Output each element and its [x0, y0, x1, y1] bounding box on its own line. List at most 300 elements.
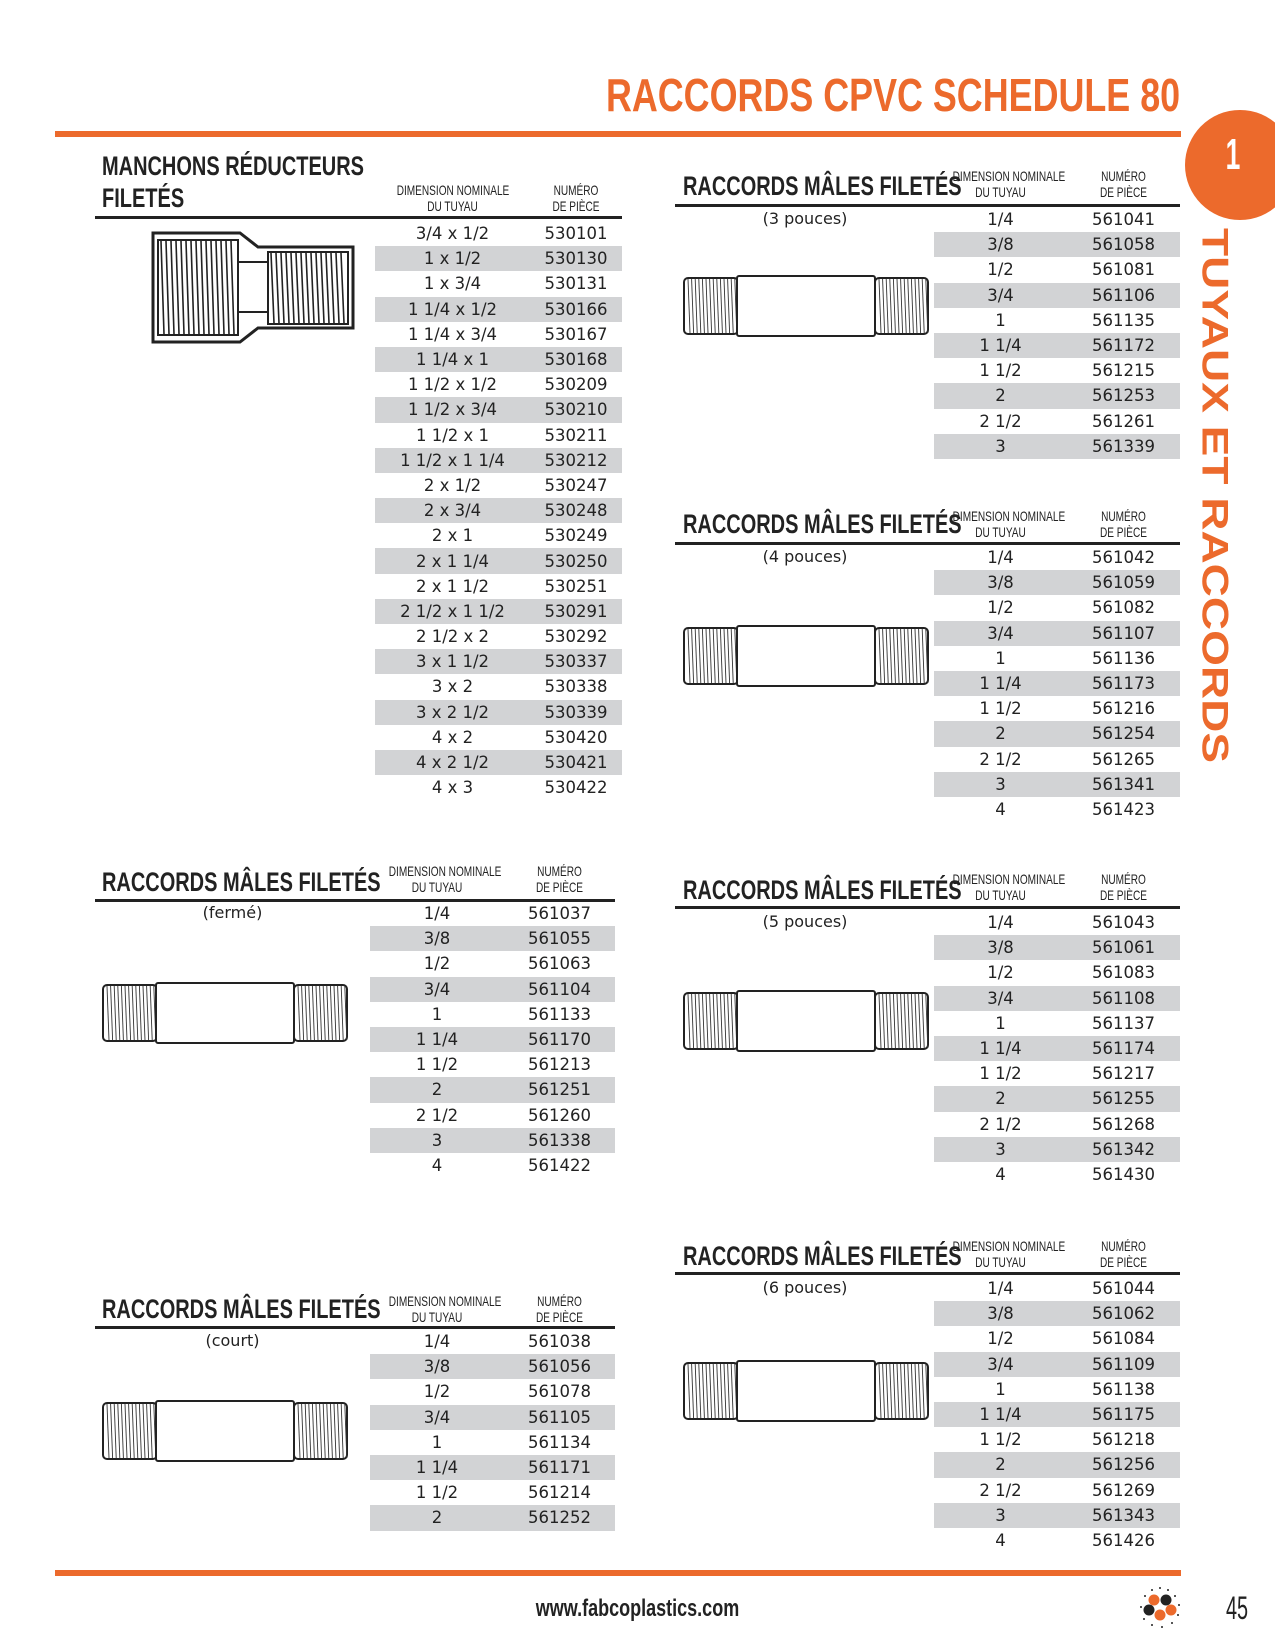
dimension-cell: 4 x 3	[431, 778, 474, 798]
part-number-cell: 561338	[528, 1130, 591, 1150]
part-number-cell: 561215	[1092, 361, 1155, 381]
dimension-cell: 3	[995, 1139, 1006, 1159]
part-number-cell: 561041	[1092, 210, 1155, 230]
table-row	[375, 624, 622, 649]
table-row	[934, 358, 1180, 383]
column-header-part	[1083, 1238, 1164, 1270]
dimension-cell: 1/2	[423, 954, 451, 974]
part-number-cell: 561105	[528, 1407, 591, 1427]
dimension-cell: 1/2	[987, 963, 1014, 983]
table-row	[934, 1061, 1180, 1086]
footer-rule	[55, 1570, 1181, 1576]
dimension-cell: 1 1/2 x 1	[415, 425, 490, 445]
table-row	[934, 1452, 1180, 1477]
dimension-cell: 2	[995, 1455, 1006, 1475]
header-line: NUMÉRO	[1101, 168, 1146, 184]
dimension-cell: 3/4	[423, 979, 451, 999]
dimension-cell: 1 1/4 x 1	[415, 350, 490, 370]
parts-table	[934, 545, 1180, 822]
dimension-cell: 1/4	[423, 1332, 451, 1352]
part-number-cell: 561252	[528, 1508, 591, 1528]
part-number-cell: 561175	[1092, 1405, 1155, 1425]
part-number-cell: 561081	[1092, 260, 1155, 280]
header-line: DU TUYAU	[427, 198, 478, 214]
table-row	[370, 1002, 615, 1027]
parts-table	[934, 207, 1180, 459]
column-header-part	[1083, 168, 1164, 200]
part-number-cell: 561217	[1092, 1064, 1155, 1084]
part-number-cell: 530292	[544, 627, 608, 647]
section-title: RACCORDS MÂLES FILETÉS	[683, 509, 962, 539]
table-row	[934, 434, 1180, 459]
chapter-number: 1	[1225, 130, 1241, 179]
dimension-cell: 2 1/2	[979, 411, 1022, 431]
table-row	[375, 246, 622, 271]
dimension-cell: 4 x 2 1/2	[415, 753, 490, 773]
column-header-part	[543, 182, 609, 214]
table-row	[934, 1112, 1180, 1137]
dimension-cell: 1 1/4	[979, 1405, 1022, 1425]
dimension-cell: 3 x 2 1/2	[415, 702, 490, 722]
table-row	[934, 747, 1180, 772]
table-row	[370, 951, 615, 976]
table-row	[375, 725, 622, 750]
dimension-cell: 2 1/2	[415, 1105, 459, 1125]
part-number-cell: 561061	[1092, 938, 1155, 958]
dimension-cell: 2 x 1/2	[423, 475, 482, 495]
part-number-cell: 561341	[1092, 774, 1155, 794]
part-number-cell: 561109	[1092, 1354, 1155, 1374]
dimension-cell: 2	[431, 1508, 443, 1528]
dimension-cell: 2	[995, 724, 1006, 744]
header-line: DE PIÈCE	[1099, 887, 1148, 903]
part-number-cell: 530168	[544, 350, 608, 370]
dimension-cell: 3/8	[423, 1357, 451, 1377]
dimension-cell: 3/8	[987, 573, 1014, 593]
dimension-cell: 1/2	[987, 1329, 1014, 1349]
header-line: DIMENSION NOMINALE	[388, 863, 502, 879]
column-header-dimension	[388, 863, 502, 895]
table-row	[375, 221, 622, 246]
dimension-cell: 1 1/4 x 3/4	[407, 324, 498, 344]
part-number-cell: 561134	[528, 1432, 591, 1452]
table-row	[370, 1379, 615, 1404]
fabco-logo-icon	[1138, 1585, 1182, 1629]
part-number-cell: 530210	[544, 400, 608, 420]
column-header-dimension	[388, 1293, 502, 1325]
table-row	[370, 1027, 615, 1052]
section-title: RACCORDS MÂLES FILETÉS	[102, 867, 381, 897]
table-row	[934, 308, 1180, 333]
header-line: DE PIÈCE	[552, 198, 600, 214]
section-subtitle: (4 pouces)	[762, 547, 848, 566]
part-number-cell: 561254	[1092, 724, 1155, 744]
header-line: NUMÉRO	[1101, 871, 1146, 887]
dimension-cell: 2 x 1 1/2	[415, 576, 490, 596]
dimension-cell: 3	[995, 774, 1006, 794]
part-number-cell: 561104	[528, 979, 591, 999]
part-number-cell: 561430	[1092, 1164, 1155, 1184]
table-row	[375, 750, 622, 775]
dimension-cell: 1/4	[987, 1279, 1014, 1299]
header-line: NUMÉRO	[553, 182, 599, 198]
dimension-cell: 3	[431, 1130, 443, 1150]
part-number-cell: 530247	[544, 475, 608, 495]
part-number-cell: 561251	[528, 1080, 591, 1100]
table-row	[934, 595, 1180, 620]
section-subtitle: (3 pouces)	[762, 209, 848, 228]
dimension-cell: 1	[431, 1004, 443, 1024]
table-row	[934, 1162, 1180, 1187]
dimension-cell: 1	[995, 310, 1006, 330]
dimension-cell: 1	[995, 1379, 1006, 1399]
threaded-nipple-illustration-icon	[683, 275, 929, 341]
dimension-cell: 1/4	[987, 548, 1014, 568]
dimension-cell: 2 x 1	[431, 526, 474, 546]
dimension-cell: 3/4 x 1/2	[415, 224, 490, 244]
parts-table	[370, 901, 615, 1178]
part-number-cell: 561342	[1092, 1139, 1155, 1159]
part-number-cell: 561063	[528, 954, 591, 974]
dimension-cell: 1/4	[423, 904, 451, 924]
section-title: RACCORDS MÂLES FILETÉS	[683, 171, 962, 201]
header-line: DE PIÈCE	[535, 879, 584, 895]
table-row	[934, 910, 1180, 935]
part-number-cell: 530167	[544, 324, 608, 344]
dimension-cell: 1 1/2	[979, 361, 1022, 381]
part-number-cell: 530211	[544, 425, 608, 445]
dimension-cell: 2 1/2 x 1 1/2	[400, 601, 505, 621]
part-number-cell: 561269	[1092, 1480, 1155, 1500]
dimension-cell: 1 x 1/2	[423, 249, 482, 269]
part-number-cell: 561256	[1092, 1455, 1155, 1475]
part-number-cell: 561106	[1092, 285, 1155, 305]
dimension-cell: 4 x 2	[431, 727, 474, 747]
section-subtitle: (fermé)	[202, 903, 263, 922]
table-row	[370, 1153, 615, 1178]
dimension-cell: 2	[431, 1080, 443, 1100]
table-row	[934, 960, 1180, 985]
part-number-cell: 561138	[1092, 1379, 1155, 1399]
part-number-cell: 561218	[1092, 1430, 1155, 1450]
part-number-cell: 561255	[1092, 1089, 1155, 1109]
dimension-cell: 1/4	[987, 210, 1014, 230]
dimension-cell: 3/8	[423, 929, 451, 949]
part-number-cell: 561171	[528, 1458, 591, 1478]
table-row	[934, 1137, 1180, 1162]
header-line: DU TUYAU	[411, 1309, 463, 1325]
part-number-cell: 561136	[1092, 648, 1155, 668]
section-title: RACCORDS MÂLES FILETÉS	[683, 1241, 962, 1271]
dimension-cell: 2 1/2	[979, 1114, 1022, 1134]
header-rule	[55, 131, 1181, 137]
table-row	[934, 1011, 1180, 1036]
dimension-cell: 1 1/2 x 1 1/4	[400, 450, 505, 470]
parts-table	[375, 221, 622, 800]
part-number-cell: 561042	[1092, 548, 1155, 568]
part-number-cell: 561083	[1092, 963, 1155, 983]
dimension-cell: 1/2	[987, 260, 1014, 280]
table-row	[375, 674, 622, 699]
page-number: 45	[1226, 1590, 1249, 1626]
part-number-cell: 530291	[544, 601, 608, 621]
part-number-cell: 561174	[1092, 1039, 1155, 1059]
table-row	[375, 322, 622, 347]
table-row	[934, 1528, 1180, 1553]
part-number-cell: 561055	[528, 929, 591, 949]
table-row	[370, 1128, 615, 1153]
part-number-cell: 561062	[1092, 1304, 1155, 1324]
table-row	[934, 1036, 1180, 1061]
dimension-cell: 3/4	[987, 1354, 1014, 1374]
part-number-cell: 561078	[528, 1382, 591, 1402]
section-rule	[95, 216, 622, 219]
part-number-cell: 561133	[528, 1004, 591, 1024]
table-row	[375, 498, 622, 523]
part-number-cell: 561172	[1092, 336, 1155, 356]
dimension-cell: 1 1/4 x 1/2	[407, 299, 498, 319]
dimension-cell: 1/4	[987, 913, 1014, 933]
dimension-cell: 2	[995, 386, 1006, 406]
part-number-cell: 530337	[544, 652, 608, 672]
threaded-nipple-illustration-icon	[102, 982, 348, 1048]
table-row	[375, 297, 622, 322]
part-number-cell: 561261	[1092, 411, 1155, 431]
column-header-dimension	[397, 182, 509, 214]
section-subtitle: (5 pouces)	[762, 912, 848, 931]
section-title: MANCHONS RÉDUCTEURS	[102, 151, 364, 181]
dimension-cell: 1 1/2	[979, 1430, 1022, 1450]
dimension-cell: 2 x 3/4	[423, 501, 482, 521]
section-rule	[675, 1272, 1180, 1275]
dimension-cell: 3/4	[987, 988, 1014, 1008]
column-header-dimension	[952, 871, 1066, 903]
table-row	[934, 283, 1180, 308]
part-number-cell: 561260	[528, 1105, 591, 1125]
table-row	[370, 926, 615, 951]
table-row	[370, 1052, 615, 1077]
table-row	[934, 1326, 1180, 1351]
section-title: RACCORDS MÂLES FILETÉS	[683, 875, 962, 905]
part-number-cell: 561343	[1092, 1505, 1155, 1525]
part-number-cell: 530166	[544, 299, 608, 319]
header-line: DIMENSION NOMINALE	[952, 871, 1066, 887]
table-row	[934, 1402, 1180, 1427]
parts-table	[370, 1329, 615, 1531]
section-subtitle: (court)	[205, 1331, 260, 1350]
dimension-cell: 3 x 2	[431, 677, 474, 697]
page-title: RACCORDS CPVC SCHEDULE 80	[605, 69, 1180, 121]
header-line: NUMÉRO	[537, 1293, 582, 1309]
header-line: NUMÉRO	[1101, 508, 1146, 524]
table-row	[934, 570, 1180, 595]
table-row	[375, 271, 622, 296]
table-row	[375, 448, 622, 473]
table-row	[934, 797, 1180, 822]
dimension-cell: 2 1/2 x 2	[415, 627, 490, 647]
table-row	[934, 207, 1180, 232]
header-line: DE PIÈCE	[1099, 524, 1148, 540]
dimension-cell: 2 1/2	[979, 749, 1022, 769]
dimension-cell: 1	[995, 1013, 1006, 1033]
table-row	[934, 935, 1180, 960]
dimension-cell: 1/2	[423, 1382, 451, 1402]
section-title: RACCORDS MÂLES FILETÉS	[102, 1294, 381, 1324]
chapter-label: TUYAUX ET RACCORDS	[1194, 228, 1237, 764]
dimension-cell: 4	[995, 1164, 1006, 1184]
dimension-cell: 1 1/2	[979, 699, 1022, 719]
part-number-cell: 530251	[544, 576, 608, 596]
header-line: DIMENSION NOMINALE	[952, 1238, 1066, 1254]
parts-table	[934, 910, 1180, 1187]
part-number-cell: 561137	[1092, 1013, 1155, 1033]
dimension-cell: 2	[995, 1089, 1006, 1109]
header-line: NUMÉRO	[537, 863, 582, 879]
part-number-cell: 561135	[1092, 310, 1155, 330]
part-number-cell: 561037	[528, 904, 591, 924]
header-line: DU TUYAU	[975, 524, 1026, 540]
part-number-cell: 561213	[528, 1055, 591, 1075]
table-row	[934, 1301, 1180, 1326]
header-line: DE PIÈCE	[535, 1309, 584, 1325]
dimension-cell: 1 1/2	[415, 1055, 459, 1075]
part-number-cell: 561082	[1092, 598, 1155, 618]
dimension-cell: 3/8	[987, 1304, 1014, 1324]
table-row	[934, 257, 1180, 282]
section-rule	[675, 906, 1180, 909]
table-row	[934, 721, 1180, 746]
table-row	[375, 473, 622, 498]
table-row	[934, 333, 1180, 358]
table-row	[934, 1478, 1180, 1503]
dimension-cell: 3/8	[987, 938, 1014, 958]
section-subtitle: (6 pouces)	[762, 1278, 848, 1297]
table-row	[934, 621, 1180, 646]
part-number-cell: 561084	[1092, 1329, 1155, 1349]
part-number-cell: 530420	[544, 727, 608, 747]
header-line: NUMÉRO	[1101, 1238, 1146, 1254]
dimension-cell: 1	[431, 1432, 443, 1452]
reducing-coupling-illustration-icon	[150, 230, 360, 349]
part-number-cell: 530422	[544, 778, 608, 798]
threaded-nipple-illustration-icon	[683, 625, 929, 691]
parts-table	[934, 1276, 1180, 1553]
part-number-cell: 561265	[1092, 749, 1155, 769]
part-number-cell: 530209	[544, 375, 608, 395]
part-number-cell: 561422	[528, 1155, 591, 1175]
part-number-cell: 561268	[1092, 1114, 1155, 1134]
table-row	[375, 649, 622, 674]
column-header-dimension	[952, 1238, 1066, 1270]
column-header-part	[520, 1293, 600, 1325]
dimension-cell: 3 x 1 1/2	[415, 652, 490, 672]
dimension-cell: 1 1/2	[415, 1483, 459, 1503]
section-title: FILETÉS	[102, 183, 185, 213]
dimension-cell: 1 1/2	[979, 1064, 1022, 1084]
table-row	[934, 409, 1180, 434]
dimension-cell: 1 1/2 x 1/2	[407, 375, 498, 395]
table-row	[375, 423, 622, 448]
dimension-cell: 4	[995, 1530, 1006, 1550]
table-row	[934, 1427, 1180, 1452]
part-number-cell: 561423	[1092, 799, 1155, 819]
table-row	[375, 347, 622, 372]
table-row	[370, 1430, 615, 1455]
header-line: DE PIÈCE	[1099, 1254, 1148, 1270]
table-row	[370, 977, 615, 1002]
dimension-cell: 1 1/4	[979, 1039, 1022, 1059]
part-number-cell: 561214	[528, 1483, 591, 1503]
part-number-cell: 530101	[544, 224, 608, 244]
header-line: DU TUYAU	[975, 887, 1026, 903]
table-row	[375, 599, 622, 624]
table-row	[934, 1086, 1180, 1111]
header-line: DE PIÈCE	[1099, 184, 1148, 200]
dimension-cell: 1 1/4	[415, 1458, 459, 1478]
table-row	[370, 1505, 615, 1530]
part-number-cell: 561173	[1092, 674, 1155, 694]
column-header-part	[1083, 871, 1164, 903]
threaded-nipple-illustration-icon	[102, 1400, 348, 1466]
column-header-dimension	[952, 508, 1066, 540]
dimension-cell: 3	[995, 436, 1006, 456]
table-row	[370, 1329, 615, 1354]
table-row	[934, 696, 1180, 721]
part-number-cell: 530250	[544, 551, 608, 571]
part-number-cell: 530130	[544, 249, 608, 269]
table-row	[934, 1276, 1180, 1301]
header-line: DIMENSION NOMINALE	[396, 182, 510, 198]
part-number-cell: 561044	[1092, 1279, 1155, 1299]
table-row	[375, 523, 622, 548]
dimension-cell: 1 1/4	[979, 674, 1022, 694]
table-row	[934, 772, 1180, 797]
dimension-cell: 1 x 3/4	[423, 274, 482, 294]
threaded-nipple-illustration-icon	[683, 1360, 929, 1426]
part-number-cell: 561038	[528, 1332, 591, 1352]
dimension-cell: 2 x 1 1/4	[415, 551, 490, 571]
table-row	[370, 1103, 615, 1128]
part-number-cell: 530421	[544, 753, 608, 773]
table-row	[370, 1077, 615, 1102]
column-header-part	[520, 863, 600, 895]
dimension-cell: 2 1/2	[979, 1480, 1022, 1500]
table-row	[375, 397, 622, 422]
footer-url[interactable]: www.fabcoplastics.com	[535, 1595, 740, 1622]
dimension-cell: 3/4	[987, 623, 1014, 643]
dimension-cell: 1/2	[987, 598, 1014, 618]
dimension-cell: 3/4	[423, 1407, 451, 1427]
part-number-cell: 561108	[1092, 988, 1155, 1008]
table-row	[375, 372, 622, 397]
table-row	[934, 671, 1180, 696]
part-number-cell: 561339	[1092, 436, 1155, 456]
dimension-cell: 4	[431, 1155, 443, 1175]
table-row	[375, 574, 622, 599]
table-row	[934, 383, 1180, 408]
part-number-cell: 530339	[544, 702, 608, 722]
part-number-cell: 530338	[544, 677, 608, 697]
part-number-cell: 530248	[544, 501, 608, 521]
table-row	[370, 1354, 615, 1379]
dimension-cell: 3	[995, 1505, 1006, 1525]
table-row	[375, 775, 622, 800]
table-row	[934, 1503, 1180, 1528]
part-number-cell: 561170	[528, 1030, 591, 1050]
part-number-cell: 561043	[1092, 913, 1155, 933]
dimension-cell: 1 1/2 x 3/4	[407, 400, 498, 420]
dimension-cell: 1 1/4	[979, 336, 1022, 356]
